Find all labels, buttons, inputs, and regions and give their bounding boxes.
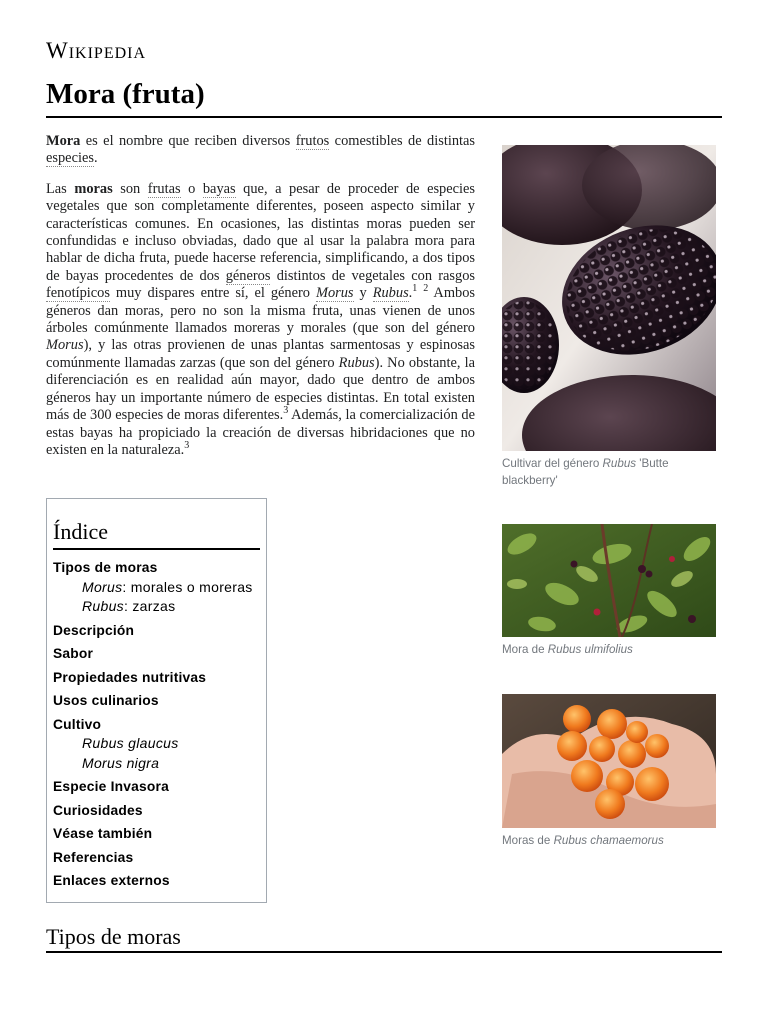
toc-list (53, 558, 260, 891)
bold-text: moras (74, 180, 113, 197)
toc-subitem-rubus-glaucus[interactable] (53, 734, 260, 754)
toc-item-referencias[interactable]: Referencias (53, 849, 134, 865)
toc-subitem-morus-nigra[interactable] (53, 754, 260, 774)
reference-link[interactable]: 2 (423, 283, 429, 295)
wikipedia-wordmark[interactable]: Wikipedia (46, 38, 147, 63)
toc-item-descripcion[interactable]: Descripción (53, 622, 135, 638)
lead-paragraph-2: Las moras son frutas o bayas que, a pesar de proceder de especies vegetales que son completamente diferentes, poseen aspecto similar y características comunes. En ocasiones, las distintas moras pueden ser confundidas e incluso obviadas, dado que al usar la palabra mora para hablar de dicha fruta, puede hacerse referencia, simplificando, a dos tipos de bayas procedentes de dos géneros distintos de vegetales con rasgos fenotípicos muy dispares entre sí, el género Morus y Rubus.$^1$ $^2$ Ambos géneros dan moras, pero no son la misma fruta, unas vienen de unos árboles comúnmente llamados moreras y morales (que son del género Morus), y las otras provienen de unas plantas sarmentosas y espinosas comúnmente llamadas zarzas (que son del género Rubus). No obstante, la diferenciación es en realidad aún mayor, dado que dentro de ambos géneros hay un importante número de especies distintas. En total existen más de 300 especies de moras diferentes.$^3$ Además, la comercialización de estas bayas ha propiciado la creación de diversas hibridaciones que no existen en la naturaleza.$^3$ (46, 180, 476, 458)
italic-text: Rubus chamaemorus (553, 834, 664, 847)
italic-text: Rubus glaucus (82, 735, 179, 751)
toc-subitem-rubus[interactable]: Rubus: zarzas (82, 598, 176, 614)
table-of-contents (46, 498, 267, 903)
bramble-image[interactable] (502, 524, 716, 637)
bold-text: Mora (46, 133, 81, 149)
figure-caption: Moras de Rubus chamaemorus (502, 834, 664, 847)
italic-text: Rubus (82, 598, 124, 614)
italic-text: Morus nigra (82, 754, 160, 771)
toc-subitem-morus[interactable]: Morus: morales o moreras (82, 578, 253, 595)
article-link[interactable]: Morus (315, 285, 354, 302)
page-title: Mora (fruta) (46, 78, 205, 110)
italic-text: Rubus (338, 354, 375, 371)
article-link[interactable]: especies (46, 150, 94, 167)
toc-item-tipos-de-moras[interactable] (53, 558, 260, 617)
toc-item-curiosidades[interactable]: Curiosidades (53, 802, 143, 818)
figure-rubus-chamaemorus (502, 694, 716, 849)
toc-title: Índice (53, 519, 260, 550)
italic-text: Morus (82, 578, 123, 595)
figure-caption: Cultivar del género Rubus 'Butte blackberry' (502, 457, 669, 487)
blackberry-image[interactable] (502, 145, 716, 451)
reference-link[interactable]: 1 (412, 283, 418, 295)
cloudberries-image[interactable] (502, 694, 716, 828)
toc-item-enlaces-externos[interactable]: Enlaces externos (53, 873, 170, 888)
italic-text: Morus (46, 337, 84, 354)
toc-item-vease-tambien[interactable]: Véase también (53, 826, 153, 841)
toc-item-usos-culinarios[interactable]: Usos culinarios (53, 693, 159, 708)
article-link[interactable]: frutos (295, 133, 330, 149)
toc-label[interactable]: Cultivo (53, 716, 102, 732)
italic-text: Rubus ulmifolius (547, 643, 633, 656)
article-link[interactable]: Rubus (372, 285, 409, 302)
reference-link[interactable]: 3 (283, 405, 289, 417)
toc-item-propiedades-nutritivas[interactable]: Propiedades nutritivas (53, 669, 207, 685)
title-divider (46, 116, 722, 118)
article-link[interactable]: géneros (225, 267, 271, 284)
article-link[interactable]: bayas (202, 180, 236, 197)
reference-link[interactable]: 3 (184, 440, 190, 452)
italic-text: Rubus (602, 457, 637, 470)
toc-item-especie-invasora[interactable]: Especie Invasora (53, 779, 169, 794)
toc-item-cultivo[interactable] (53, 715, 260, 774)
section-heading-tipos-de-moras: Tipos de moras (46, 924, 181, 949)
section-divider (46, 951, 722, 953)
lead-section (46, 133, 475, 472)
figure-rubus-ulmifolius (502, 524, 716, 658)
lead-paragraph-1: Mora es el nombre que reciben diversos frutos comestibles de distintas especies. (46, 133, 475, 167)
figure-blackberry (502, 145, 716, 489)
article-link[interactable]: frutas (147, 180, 181, 197)
toc-label[interactable]: Tipos de moras (53, 560, 158, 575)
toc-item-sabor[interactable]: Sabor (53, 646, 94, 661)
article-link[interactable]: fenotípicos (46, 285, 110, 302)
figure-caption: Mora de Rubus ulmifolius (502, 643, 633, 656)
